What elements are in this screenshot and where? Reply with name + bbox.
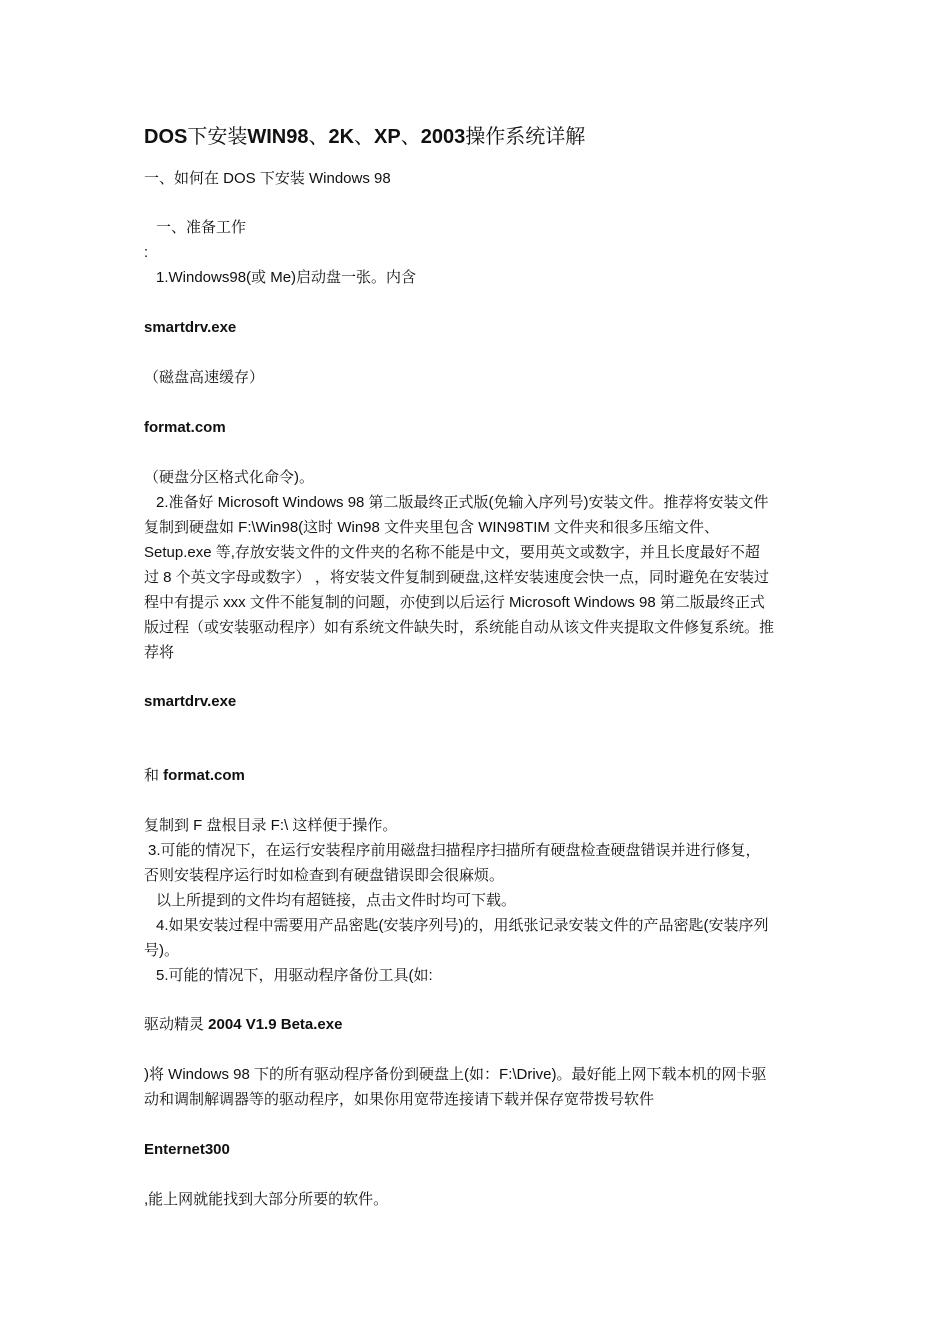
item-2-line: 版过程（或安装驱动程序）如有系统文件缺失时，系统能自动从该文件夹提取文件修复系统。推 <box>144 619 775 636</box>
and-format-line <box>144 763 808 788</box>
item-4-line: 号)。 <box>144 942 179 959</box>
colon-line: : <box>144 244 149 261</box>
smartdrv-note: （磁盘高速缓存） <box>144 369 265 386</box>
item-2-line: 过 8 个英文字母或数字） ，将安装文件复制到硬盘,这样安装速度会快一点，同时避免在安装过 <box>144 569 770 586</box>
item-2-line: 程中有提示 xxx 文件不能复制的问题，亦使到以后运行 Microsoft Windows 98 第二版最终正式 <box>144 594 765 611</box>
title-part: XP <box>374 126 401 148</box>
subsection-heading: 一、准备工作 <box>156 219 247 236</box>
document-title <box>144 123 808 151</box>
title-part: DOS <box>144 126 188 148</box>
driver-line <box>144 1012 808 1037</box>
file-enternet[interactable]: Enternet300 <box>144 1141 230 1158</box>
item-2-line: Setup.exe 等,存放安装文件的文件夹的名称不能是中文，要用英文或数字，并且长度最好不超 <box>144 544 760 561</box>
title-part: 2003 <box>420 126 466 148</box>
driver-prefix: 驱动精灵 <box>144 1016 209 1033</box>
and-prefix: 和 <box>144 767 164 784</box>
driver-file[interactable]: 2004 V1.9 Beta.exe <box>208 1016 343 1033</box>
item-1: 1.Windows98(或 Me)启动盘一张。内含 <box>156 269 417 286</box>
backup-line: )将 Windows 98 下的所有驱动程序备份到硬盘上(如：F:\Drive)。最好能上网下载本机的网卡驱 <box>144 1066 767 1083</box>
item-3-line: 否则安装程序运行时如检查到有硬盘错误即会很麻烦。 <box>144 867 505 884</box>
title-part: 、 <box>400 126 421 148</box>
title-part: 下安装 <box>187 126 248 148</box>
title-part: 、 <box>308 126 329 148</box>
links-note: 以上所提到的文件均有超链接，点击文件时均可下载。 <box>156 892 517 909</box>
copy-line: 复制到 F 盘根目录 F:\ 这样便于操作。 <box>144 817 398 834</box>
item-3-line: 3.可能的情况下，在运行安装程序前用磁盘扫描程序扫描所有硬盘检查硬盘错误并进行修复， <box>148 842 761 859</box>
item-2-line: 荐将 <box>144 644 175 661</box>
backup-line: 动和调制解调器等的驱动程序，如果你用宽带连接请下载并保存宽带拨号软件 <box>144 1091 655 1108</box>
final-line: ,能上网就能找到大部分所要的软件。 <box>144 1191 389 1208</box>
item-2-line: 2.准备好 Microsoft Windows 98 第二版最终正式版(免输入序列号)安装文件。推荐将安装文件 <box>156 494 769 511</box>
item-2-line: 复制到硬盘如 F:\Win98(这时 Win98 文件夹里包含 WIN98TIM 文件夹和很多压缩文件、 <box>144 519 720 536</box>
item-5: 5.可能的情况下，用驱动程序备份工具(如: <box>156 967 433 984</box>
section-heading: 一、如何在 DOS 下安装 Windows 98 <box>144 170 391 187</box>
format-note: （硬盘分区格式化命令)。 <box>144 469 314 486</box>
title-part: WIN98 <box>247 126 309 148</box>
file-format[interactable]: format.com <box>144 419 226 436</box>
file-format-2[interactable]: format.com <box>163 767 245 784</box>
title-part: 、 <box>354 126 375 148</box>
title-part: 操作系统详解 <box>465 126 586 148</box>
file-smartdrv[interactable]: smartdrv.exe <box>144 319 237 336</box>
file-smartdrv-2[interactable]: smartdrv.exe <box>144 693 237 710</box>
item-4-line: 4.如果安装过程中需要用产品密匙(安装序列号)的，用纸张记录安装文件的产品密匙(安装序列 <box>156 917 769 934</box>
title-part: 2K <box>328 126 355 148</box>
